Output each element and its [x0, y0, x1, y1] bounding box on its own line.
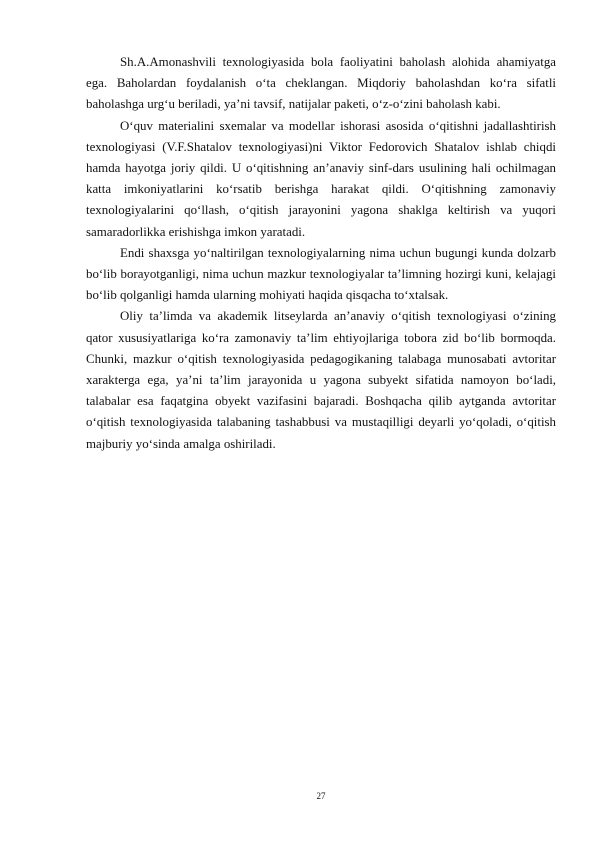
paragraph-amonashvili: Sh.A.Amonashvili texnologiyasida bola faoliyatini baholash alohida ahamiyatga ega. Baholardan foydalanish o‘ta cheklangan. Miqdoriy baholashdan ko‘ra sifatli baholashga urg‘u beriladi, ya’ni tavsif, natijalar paketi, o‘z-o‘zini baholash kabi. — [86, 55, 556, 112]
page-body — [86, 52, 556, 455]
paragraph-shatalov: O‘quv materialini sxemalar va modellar ishorasi asosida o‘qitishni jadallashtirish texnologiyasi (V.F.Shatalov texnologiyasi)ni Viktor Fedorovich Shatalov ishlab chiqdi hamda hayotga joriy qildi. U o‘qitishning an’anaviy sinf-dars usulining hali ochilmagan katta imkoniyatlarini ko‘rsatib berishga harakat qildi. O‘qitishning zamonaviy texnologiyalarini qo‘llash, o‘qitish jarayonini yagona shaklga keltirish va yuqori samaradorlikka erishishga imkon yaratadi. — [86, 118, 556, 239]
paragraph-higher-education: Oliy ta’limda va akademik litseylarda an’anaviy o‘qitish texnologiyasi o‘zining qator xususiyatlariga ko‘ra zamonaviy ta’lim ehtiyojlariga tobora zid bo‘lib bormoqda. Chunki, mazkur o‘qitish texnologiyasida pedagogikaning talabaga munosabati avtoritar xarakterga ega, ya’ni ta’lim jarayonida u yagona subyekt sifatida namoyon bo‘ladi, talabalar esa faqatgina obyekt vazifasini bajaradi. Boshqacha qilib aytganda avtoritar o‘qitish texnologiyasida talabaning tashabbusi va mustaqilligi deyarli yo‘qoladi, o‘qitish majburiy yo‘sinda amalga oshiriladi. — [86, 309, 556, 451]
page-number: 27 — [316, 791, 326, 801]
paragraph-personal-technologies: Endi shaxsga yo‘naltirilgan texnologiyalarning nima uchun bugungi kunda dolzarb bo‘lib borayotganligi, nima uchun mazkur texnologiyalar ta’limning hozirgi kuni, kelajagi bo‘lib qolganligi hamda ularning mohiyati haqida qisqacha to‘xtalsak. — [86, 245, 556, 303]
